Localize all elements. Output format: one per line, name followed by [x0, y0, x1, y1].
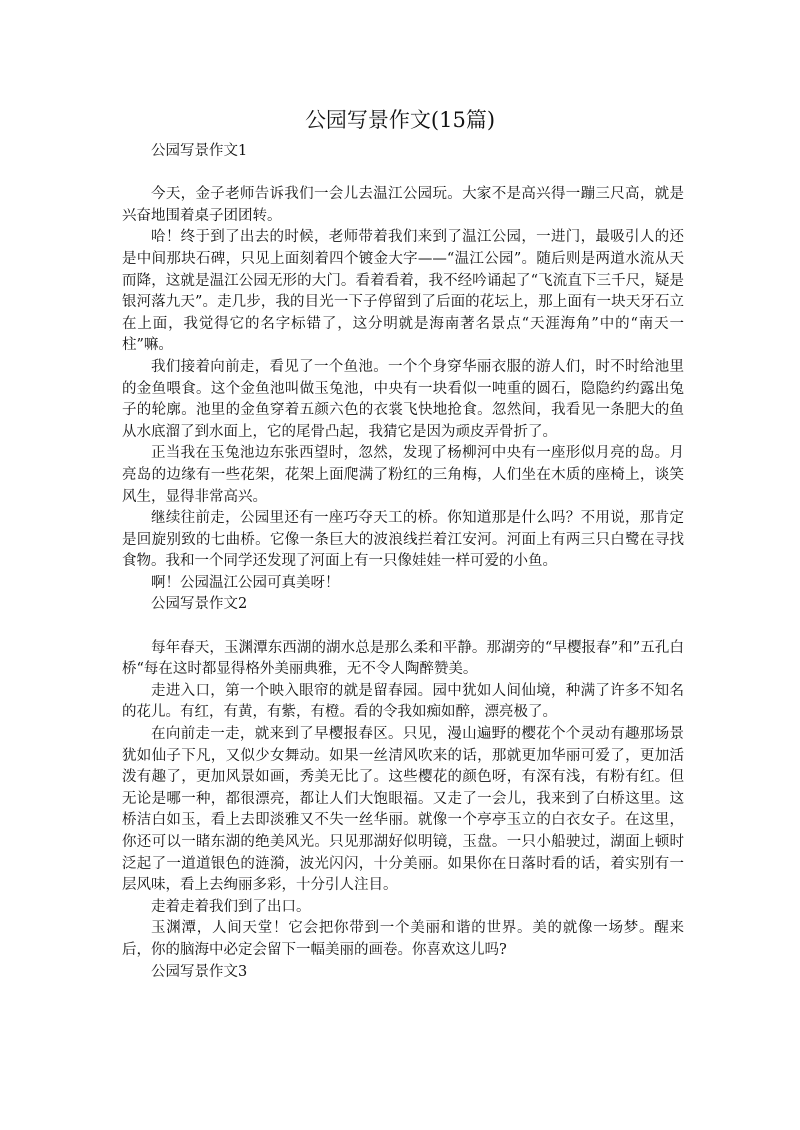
paragraph: 继续往前走，公园里还有一座巧夺天工的桥。你知道那是什么吗？不用说，那肯定是回旋别致的七曲桥。它像一条巨大的波浪线拦着江安河。河面上有两三只白鹭在寻找食物。我和一个同学还发现了河面上有一只像娃娃一样可爱的小鱼。 — [122, 510, 684, 570]
blank-line — [122, 616, 684, 638]
paragraph: 每年春天，玉渊潭东西湖的湖水总是那么柔和平静。那湖旁的“早樱报春”和”五孔白桥“每在这时都显得格外美丽典雅，无不令人陶醉赞美。 — [122, 639, 684, 678]
section-heading: 公园写景作文3 — [151, 963, 248, 980]
document-title: 公园写景作文(15篇) — [304, 108, 496, 132]
paragraph: 啊！公园温江公园可真美呀！ — [151, 574, 340, 591]
document-body — [122, 141, 684, 983]
paragraph: 玉渊潭，人间天堂！它会把你带到一个美丽和谐的世界。美的就像一场梦。醒来后，你的脑海中必定会留下一幅美丽的画卷。你喜欢这儿吗? — [122, 920, 684, 958]
paragraph: 走着走着我们到了出口。 — [151, 898, 311, 915]
section-heading: 公园写景作文1 — [151, 143, 248, 159]
paragraph: 哈！终于到了出去的时候，老师带着我们来到了温江公园，一进门，最吸引人的还是中间那块石碑，只见上面刻着四个镀金大字——“温江公园”。随后则是两道水流从天而降，这就是温江公园无形的大门。看着看着，我不经吟诵起了“飞流直下三千尺，疑是银河落九天”。走几步，我的目光一下子停留到了后面的花坛上，那上面有一块天牙石立在上面，我觉得它的名字标错了，这分明就是海南著名景点“天涯海角”中的“南天一柱”嘛。 — [122, 229, 684, 354]
blank-line — [122, 163, 684, 185]
paragraph: 在向前走一走，就来到了早樱报春区。只见，漫山遍野的樱花个个灵动有趣那场景犹如仙子下凡，又似少女舞动。如果一丝清风吹来的话，那就更加华丽可爱了，更加活泼有趣了，更加风景如画，秀美无比了。这些樱花的颜色呀，有深有浅，有粉有红。但无论是哪一种，都很漂亮，都让人们大饱眼福。又走了一会儿，我来到了白桥这里。这桥洁白如玉，看上去即淡雅又不失一丝华丽。就像一个亭亭玉立的白衣女子。在这里，你还可以一睹东湖的绝美风光。只见那湖好似明镜，玉盘。一只小船驶过，湖面上顿时泛起了一道道银色的涟漪，波光闪闪，十分美丽。如果你在日落时看的话，着实别有一层风味，看上去绚丽多彩，十分引人注目。 — [122, 726, 684, 894]
paragraph: 正当我在玉兔池边东张西望时，忽然，发现了杨柳河中央有一座形似月亮的岛。月亮岛的边缘有一些花架，花架上面爬满了粉红的三角梅，人们坐在木质的座椅上，谈笑风生，显得非常高兴。 — [122, 445, 684, 505]
section-heading: 公园写景作文2 — [151, 596, 248, 613]
paragraph: 我们接着向前走，看见了一个鱼池。一个个身穿华丽衣服的游人们，时不时给池里的金鱼喂食。这个金鱼池叫做玉兔池，中央有一块看似一吨重的圆石，隐隐约约露出兔子的轮廓。池里的金鱼穿着五颜六色的衣裳飞快地抢食。忽然间，我看见一条肥大的鱼从水底溜了到水面上，它的尾骨凸起，我猜它是因为顽皮弄骨折了。 — [122, 358, 684, 440]
paragraph: 走进入口，第一个映入眼帘的就是留春园。园中犹如人间仙境，种满了许多不知名的花儿。有红，有黄，有紫，有橙。看的令我如痴如醉，漂亮极了。 — [122, 682, 684, 721]
paragraph: 今天，金子老师告诉我们一会儿去温江公园玩。大家不是高兴得一蹦三尺高，就是兴奋地围着桌子团团转。 — [122, 186, 684, 224]
